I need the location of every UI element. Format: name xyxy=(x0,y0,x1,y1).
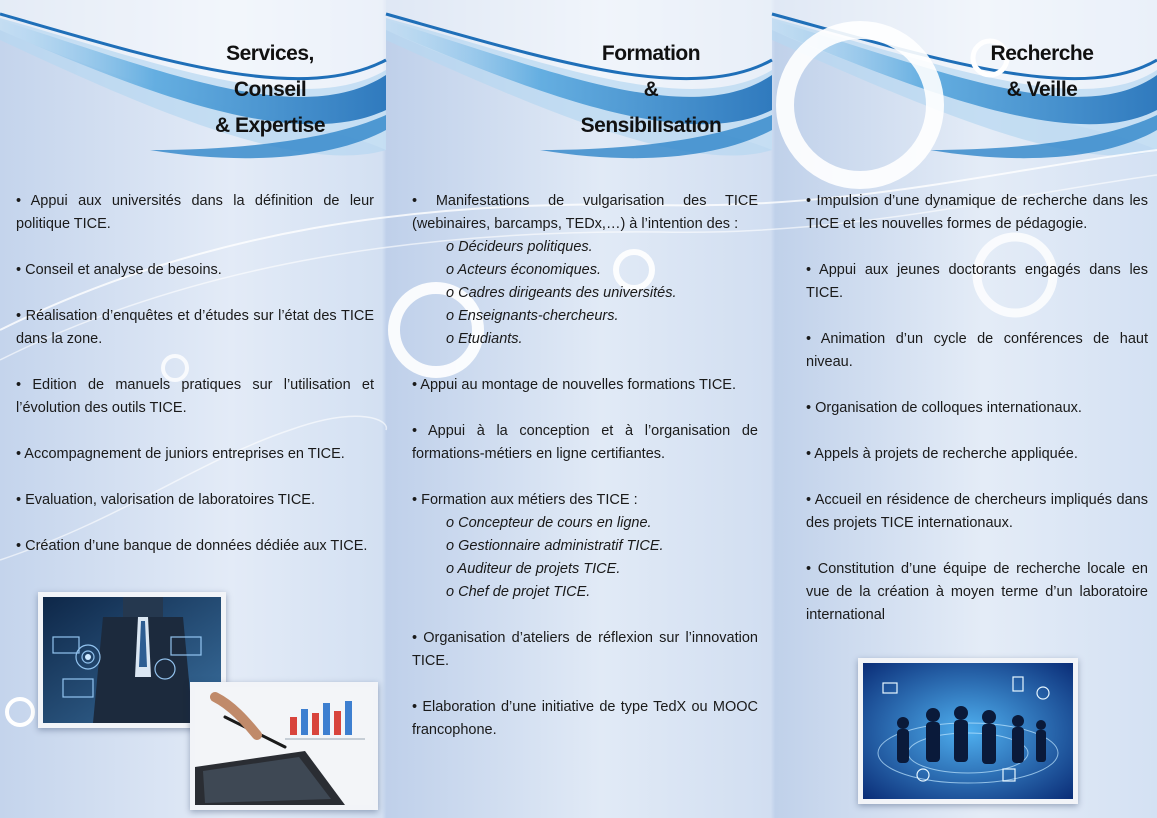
network-people-photo-icon xyxy=(858,658,1078,804)
panel-content xyxy=(16,190,374,581)
sub-list xyxy=(412,512,758,604)
list-item: • Réalisation d’enquêtes et d’études sur l’état des TICE dans la zone. xyxy=(16,308,374,347)
sub-list-item: o Acteurs économiques. xyxy=(446,262,602,278)
panel-content xyxy=(806,190,1148,650)
list-item: • Organisation d’ateliers de réflexion sur l’innovation TICE. xyxy=(412,630,758,669)
sub-list-item: o Concepteur de cours en ligne. xyxy=(446,515,652,531)
list-item: • Appui aux universités dans la définition de leur politique TICE. xyxy=(16,193,374,232)
sub-list-item: o Auditeur de projets TICE. xyxy=(446,561,621,577)
list-item: • Appui aux jeunes doctorants engagés dans les TICE. xyxy=(806,262,1148,301)
list-item: • Manifestations de vulgarisation des TICE (webinaires, barcamps, TEDx,…) à l’intention des : o Décideurs politiques. o Acteurs économiques. o Cadres dirigeants des universités. o Enseignants-chercheurs. o Etudiants. xyxy=(412,190,758,351)
list-item: • Création d’une banque de données dédiée aux TICE. xyxy=(16,538,368,554)
list-item: • Appui à la conception et à l’organisation de formations-métiers en ligne certifiantes. xyxy=(412,423,758,462)
list-item: • Constitution d’une équipe de recherche locale en vue de la création à moyen terme d’un laboratoire international xyxy=(806,561,1148,623)
list-item: • Appels à projets de recherche appliquée. xyxy=(806,446,1078,462)
sub-list-item: o Cadres dirigeants des universités. xyxy=(446,285,677,301)
list-item: • Edition de manuels pratiques sur l’utilisation et l’évolution des outils TICE. xyxy=(16,377,374,416)
list-item: • Accompagnement de juniors entreprises en TICE. xyxy=(16,446,345,462)
panel-content xyxy=(412,190,758,765)
sub-list-item: o Décideurs politiques. xyxy=(446,239,593,255)
panel-title: Recherche & Veille xyxy=(990,42,1094,101)
panel-title: Formation & Sensibilisation xyxy=(580,42,722,137)
sub-list-item: o Gestionnaire administratif TICE. xyxy=(446,538,664,554)
list-item: • Elaboration d’une initiative de type TedX ou MOOC francophone. xyxy=(412,699,758,738)
list-item: • Impulsion d’une dynamique de recherche dans les TICE et les nouvelles formes de pédagogie. xyxy=(806,193,1148,232)
panel-title: Services, Conseil & Expertise xyxy=(214,42,326,137)
sub-list xyxy=(412,236,758,351)
list-item: • Appui au montage de nouvelles formations TICE. xyxy=(412,377,736,393)
list-item: • Conseil et analyse de besoins. xyxy=(16,262,222,278)
list-item: • Organisation de colloques internationaux. xyxy=(806,400,1082,416)
sub-list-item: o Enseignants-chercheurs. xyxy=(446,308,619,324)
list-item: • Animation d’un cycle de conférences de haut niveau. xyxy=(806,331,1148,370)
sub-list-item: o Chef de projet TICE. xyxy=(446,584,591,600)
panel-formation xyxy=(386,0,772,818)
sub-list-item: o Etudiants. xyxy=(446,331,523,347)
list-item: • Accueil en résidence de chercheurs impliqués dans des projets TICE internationaux. xyxy=(806,492,1148,531)
list-item: • Evaluation, valorisation de laboratoires TICE. xyxy=(16,492,315,508)
chart-tablet-photo-icon xyxy=(190,682,378,810)
list-item: • Formation aux métiers des TICE : o Concepteur de cours en ligne. o Gestionnaire administratif TICE. o Auditeur de projets TICE. o Chef de projet TICE. xyxy=(412,489,758,604)
